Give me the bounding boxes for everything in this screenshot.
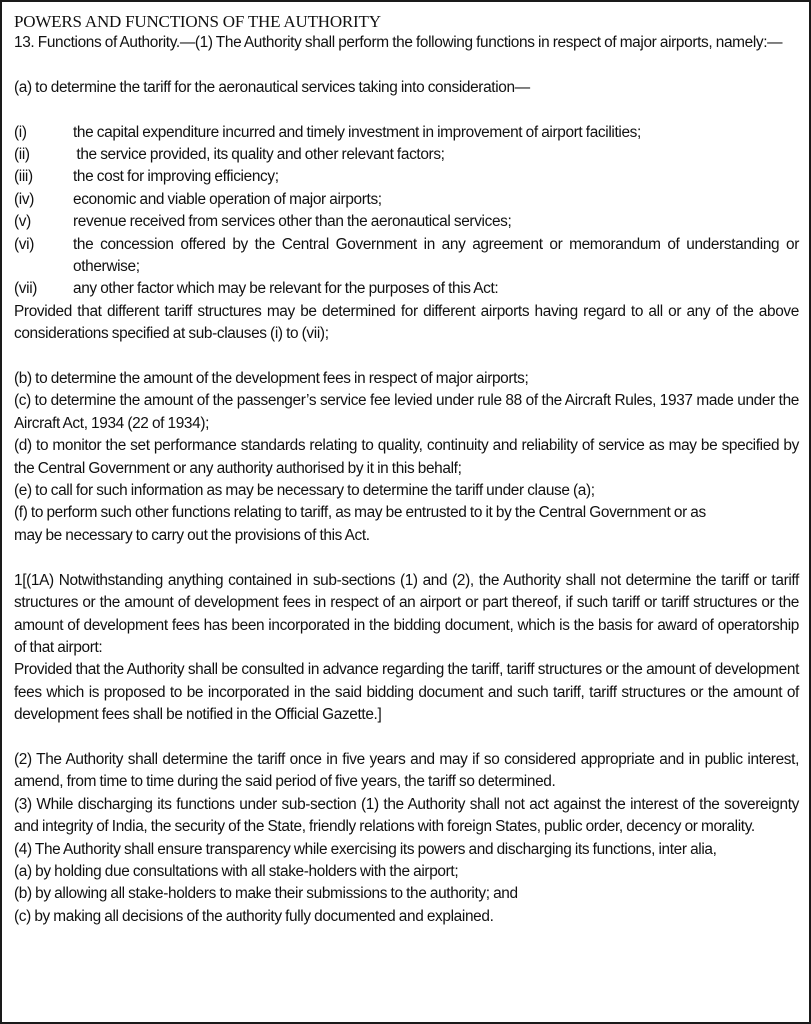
sub-clause-number: (i) (14, 123, 27, 141)
document-heading: POWERS AND FUNCTIONS OF THE AUTHORITY (14, 12, 381, 31)
subsection-4-item-b: (b) by allowing all stake-holders to make their submissions to the authority; and (14, 885, 518, 903)
sub-clause-text: the cost for improving efficiency; (73, 168, 279, 186)
sub-clause-item (14, 122, 799, 144)
subsection-1a: 1[(1A) Notwithstanding anything contained in sub-sections (1) and (2), the Authority shall not determine the tariff or tariff structures or the amount of development fees in respect of an airport or part thereof, if such tariff or tariff structures or the amount of development fees has been incorporated in the bidding document, which is the basis for award of operatorship of that airport: (14, 571, 799, 656)
subsection-4: (4) The Authority shall ensure transparency while exercising its powers and discharging its functions, inter alia, (14, 840, 717, 858)
sub-clause-text: revenue received from services other than the aeronautical services; (73, 213, 512, 231)
sub-clause-item (14, 278, 799, 300)
clause-c: (c) to determine the amount of the passenger’s service fee levied under rule 88 of the Aircraft Rules, 1937 made under the Aircraft Act, 1934 (22 of 1934); (14, 392, 799, 432)
sub-clause-item (14, 211, 799, 233)
spacer (14, 99, 799, 121)
spacer (14, 346, 799, 368)
sub-clause-item (14, 166, 799, 188)
sub-clause-item (14, 144, 799, 166)
sub-clause-item (14, 234, 799, 279)
spacer (14, 547, 799, 569)
document-body (14, 10, 799, 928)
sub-clause-text: economic and viable operation of major airports; (73, 190, 382, 208)
subsection-1a-proviso: Provided that the Authority shall be consulted in advance regarding the tariff, tariff structures or the amount of development fees which is proposed to be incorporated in the said bidding document and such tariff, tariff structures or the amount of development fees shall be notified in the Official Gazette.] (14, 661, 799, 724)
subsection-3: (3) While discharging its functions under sub-section (1) the Authority shall not act against the interest of the sovereignty and integrity of India, the security of the State, friendly relations with foreign States, public order, decency or morality. (14, 795, 799, 836)
clause-e: (e) to call for such information as may be necessary to determine the tariff under clause (a); (14, 482, 595, 500)
subsection-4-item-a: (a) by holding due consultations with all stake-holders with the airport; (14, 862, 459, 880)
clause-a-proviso: Provided that different tariff structures may be determined for different airports having regard to all or any of the above considerations specified at sub-clauses (i) to (vii); (14, 302, 799, 343)
clause-f: (f) to perform such other functions relating to tariff, as may be entrusted to it by the Central Government or as may be necessary to carry out the provisions of this Act. (14, 504, 706, 544)
sub-clause-item (14, 189, 799, 211)
sub-clause-number: (ii) (14, 146, 30, 163)
sub-clause-number: (vi) (14, 235, 34, 253)
subsection-4-item-c: (c) by making all decisions of the authority fully documented and explained. (14, 907, 494, 925)
spacer (14, 54, 799, 76)
clause-a-intro: (a) to determine the tariff for the aeronautical services taking into consideration— (14, 78, 530, 96)
clauses-b-to-f (14, 368, 799, 547)
sub-clause-number: (v) (14, 213, 31, 231)
clause-b: (b) to determine the amount of the development fees in respect of major airports; (14, 370, 529, 388)
subsection-2: (2) The Authority shall determine the tariff once in five years and may if so considered appropriate and in public interest, amend, from time to time during the said period of five years, the tariff so determined. (14, 750, 799, 791)
sub-clause-text: the concession offered by the Central Government in any agreement or memorandum of understanding or otherwise; (73, 235, 799, 276)
sub-clause-text: any other factor which may be relevant for the purposes of this Act: (73, 280, 499, 298)
sub-clause-number: (iv) (14, 190, 34, 208)
sub-clause-number: (iii) (14, 168, 33, 186)
spacer (14, 727, 799, 749)
sub-clause-number: (vii) (14, 280, 38, 298)
clause-d: (d) to monitor the set performance standards relating to quality, continuity and reliability of service as may be specified by the Central Government or any authority authorised by it in this behalf; (14, 437, 799, 477)
sub-clause-text: the service provided, its quality and other relevant factors; (73, 146, 445, 163)
sub-clause-text: the capital expenditure incurred and timely investment in improvement of airport facilities; (73, 123, 641, 141)
section-intro: 13. Functions of Authority.—(1) The Authority shall perform the following functions in respect of major airports, namely:— (14, 34, 783, 51)
sub-clause-list (14, 122, 799, 301)
